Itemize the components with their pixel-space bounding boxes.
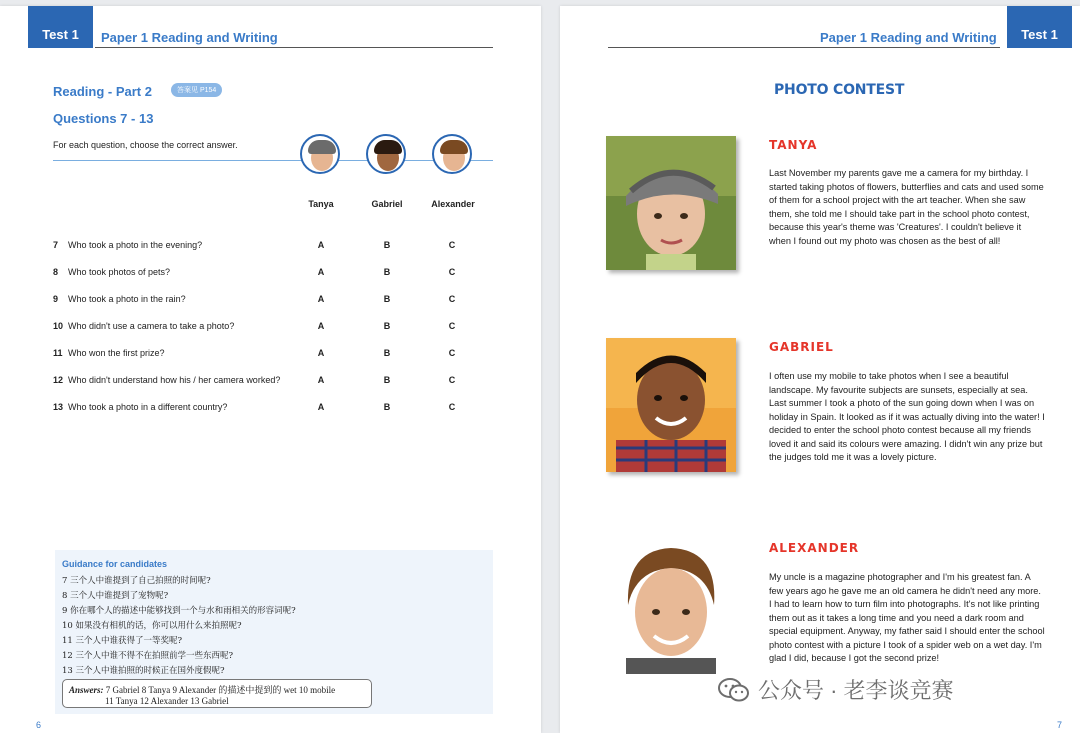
header-title: Paper 1 Reading and Writing bbox=[820, 30, 997, 45]
column-header-tanya: Tanya bbox=[308, 199, 334, 209]
question-number: 9 bbox=[53, 294, 59, 304]
option-b[interactable]: B bbox=[383, 321, 391, 331]
question-row bbox=[53, 294, 493, 308]
guidance-item: 7 三个人中谁提到了自己拍照的时间呢? bbox=[62, 576, 211, 586]
question-text: Who took a photo in the rain? bbox=[68, 294, 186, 304]
question-text: Who took a photo in a different country? bbox=[68, 402, 228, 412]
watermark-text: 公众号 · 老李谈竞赛 bbox=[758, 678, 954, 703]
instruction-divider bbox=[53, 160, 493, 161]
test-tab: Test 1 bbox=[28, 6, 93, 48]
option-a[interactable]: A bbox=[317, 321, 325, 331]
option-c[interactable]: C bbox=[448, 321, 456, 331]
question-text: Who took photos of pets? bbox=[68, 267, 171, 277]
option-b[interactable]: B bbox=[383, 348, 391, 358]
tanya-avatar bbox=[300, 134, 340, 174]
instruction-text: For each question, choose the correct answer. bbox=[53, 140, 238, 150]
guidance-item: 8 三个人中谁提到了宠物呢? bbox=[62, 591, 169, 601]
guidance-title: Guidance for candidates bbox=[62, 559, 168, 569]
guidance-item: 12 三个人中谁不得不在拍照前学一些东西呢? bbox=[62, 651, 234, 661]
question-row bbox=[53, 348, 493, 362]
questions-title: Questions 7 - 13 bbox=[53, 111, 154, 126]
option-c[interactable]: C bbox=[448, 240, 456, 250]
right-page bbox=[560, 6, 1080, 733]
story-name: GABRIEL bbox=[769, 340, 834, 354]
tanya-photo bbox=[606, 136, 736, 270]
question-number: 13 bbox=[53, 402, 64, 412]
question-row bbox=[53, 267, 493, 281]
answers-label: Answers: bbox=[69, 685, 104, 695]
option-a[interactable]: A bbox=[317, 294, 325, 304]
option-a[interactable]: A bbox=[317, 375, 325, 385]
gabriel-photo bbox=[606, 338, 736, 472]
option-a[interactable]: A bbox=[317, 267, 325, 277]
option-c[interactable]: C bbox=[448, 402, 456, 412]
story-name: ALEXANDER bbox=[769, 541, 860, 555]
guidance-item: 9 你在哪个人的描述中能够找到一个与水和雨相关的形容词呢? bbox=[62, 606, 296, 616]
page-number: 6 bbox=[36, 720, 42, 730]
left-page bbox=[0, 6, 541, 733]
question-text: Who didn't use a camera to take a photo? bbox=[68, 321, 235, 331]
question-number: 11 bbox=[53, 348, 63, 358]
answer-badge: 答案见 P154 bbox=[171, 83, 222, 97]
guidance-item: 10 如果没有相机的话，你可以用什么来拍照呢? bbox=[62, 621, 242, 631]
story-name: TANYA bbox=[769, 138, 818, 152]
question-number: 7 bbox=[53, 240, 59, 250]
reading-title: Reading - Part 2 bbox=[53, 84, 152, 99]
alexander-avatar bbox=[432, 134, 472, 174]
option-b[interactable]: B bbox=[383, 267, 391, 277]
alexander-photo bbox=[606, 540, 736, 674]
question-number: 8 bbox=[53, 267, 59, 277]
option-b[interactable]: B bbox=[383, 294, 391, 304]
question-number: 12 bbox=[53, 375, 64, 385]
page-number: 7 bbox=[1057, 720, 1063, 730]
gabriel-avatar bbox=[366, 134, 406, 174]
story-text: My uncle is a magazine photographer and I'm his greatest fan. A few years ago he gave me an old camera he didn't need any more. I had to learn how to turn film into photographs. It's not like printing them out as it takes a long time and you need a dark room and special equipment. Anyway, my father said I should enter the school photo contest with a picture I took of a spider web on a wet day. I'm glad I did, because I got the second prize! bbox=[769, 572, 1045, 663]
story-text: I often use my mobile to take photos when I see a beautiful landscape. My favourite subjects are sunsets, especially at sea. Last summer I took a photo of the sun going down when I was on holiday in Spain. It looked as if it was actually diving into the water! I decided to enter the school photo contest because all my friends loved it and said its colours were amazing. I didn't win any prize but the judges told me it was a lovely picture. bbox=[769, 371, 1045, 462]
guidance-item: 11 三个人中谁获得了一等奖呢? bbox=[62, 636, 183, 646]
wechat-icon bbox=[718, 677, 750, 703]
option-c[interactable]: C bbox=[448, 375, 456, 385]
column-header-gabriel: Gabriel bbox=[371, 199, 403, 209]
question-row bbox=[53, 321, 493, 335]
guidance-panel bbox=[55, 550, 493, 714]
option-c[interactable]: C bbox=[448, 348, 456, 358]
story-text: Last November my parents gave me a camera for my birthday. I started taking photos of flowers, butterflies and cats and used some of them for a school project with the art teacher. When she saw them, she told me I should take part in the school photo contest, because this year's theme was 'Creatures'. I couldn't believe it when I found out my photo was chosen as the best of all! bbox=[769, 168, 1044, 246]
answers-box bbox=[62, 679, 372, 708]
question-row bbox=[53, 375, 493, 389]
answers-line-1: 7 Gabriel 8 Tanya 9 Alexander 的描述中提到的 wet 10 mobile bbox=[105, 685, 336, 695]
answers-line-2: 11 Tanya 12 Alexander 13 Gabriel bbox=[105, 696, 229, 706]
option-c[interactable]: C bbox=[448, 294, 456, 304]
header-title: Paper 1 Reading and Writing bbox=[101, 30, 278, 45]
option-c[interactable]: C bbox=[448, 267, 456, 277]
option-a[interactable]: A bbox=[317, 240, 325, 250]
question-text: Who took a photo in the evening? bbox=[68, 240, 203, 250]
option-a[interactable]: A bbox=[317, 402, 325, 412]
option-b[interactable]: B bbox=[383, 375, 391, 385]
header-divider bbox=[95, 47, 493, 48]
guidance-item: 13 三个人中谁拍照的时候正在国外度假呢? bbox=[62, 666, 225, 676]
header-divider bbox=[608, 47, 1000, 48]
question-row bbox=[53, 240, 493, 254]
test-tab: Test 1 bbox=[1007, 6, 1072, 48]
question-number: 10 bbox=[53, 321, 64, 331]
option-b[interactable]: B bbox=[383, 402, 391, 412]
option-b[interactable]: B bbox=[383, 240, 391, 250]
question-row bbox=[53, 402, 493, 416]
option-a[interactable]: A bbox=[317, 348, 325, 358]
contest-title: PHOTO CONTEST bbox=[774, 82, 905, 98]
question-text: Who won the first prize? bbox=[68, 348, 165, 358]
watermark bbox=[718, 674, 954, 705]
column-header-alexander: Alexander bbox=[431, 199, 475, 209]
question-text: Who didn't understand how his / her camera worked? bbox=[68, 375, 281, 385]
